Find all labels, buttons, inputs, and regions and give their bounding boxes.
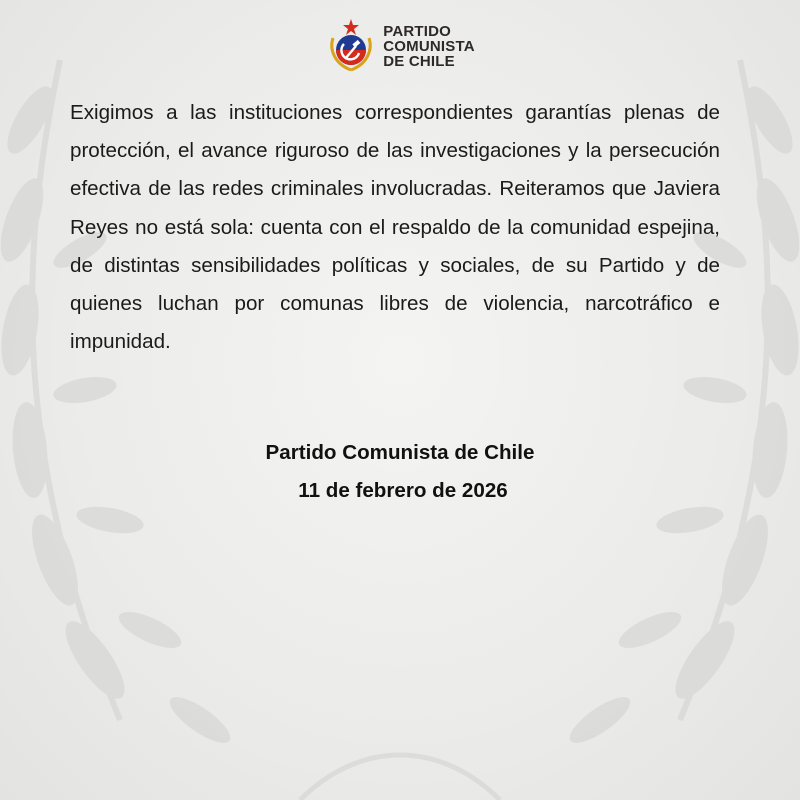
hammer-sickle-emblem-icon xyxy=(325,18,377,74)
party-logo xyxy=(325,18,475,74)
header xyxy=(0,18,800,74)
logo-line-2: COMUNISTA xyxy=(383,37,475,55)
party-logo-wordmark xyxy=(383,24,475,69)
signature-organization: Partido Comunista de Chile xyxy=(265,441,535,464)
logo-line-3: DE CHILE xyxy=(383,52,455,70)
signature-block xyxy=(0,434,800,510)
logo-line-1: PARTIDO xyxy=(383,22,452,40)
signature-date: 11 de febrero de 2026 xyxy=(298,479,508,502)
statement-paragraph: Exigimos a las instituciones correspondientes garantías plenas de protección, el avance riguroso de las investigaciones y la persecución efectiva de las redes criminales involucradas. Reiteramos que Javiera Reyes no está sola: cuenta con el respaldo de la comunidad espejina, de distintas sensibilidades políticas y sociales, de su Partido y de quienes luchan por comunas libres de violencia, narcotráfico e impunidad. xyxy=(70,101,720,354)
